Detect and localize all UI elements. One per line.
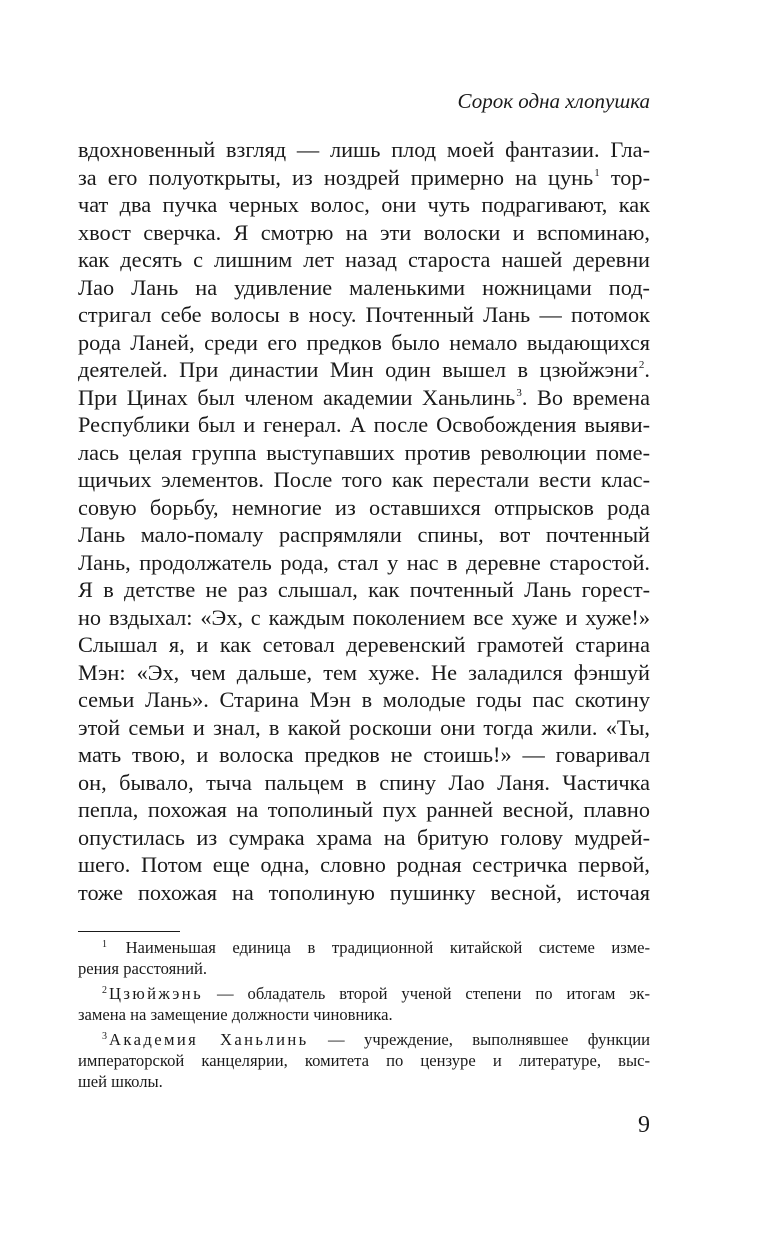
text-line: тоже похожая на тополиную пушинку весной, источая (78, 879, 650, 905)
text-line: При Цинах был членом академии Ханьлинь$^3$. Во времена (78, 384, 650, 410)
text-line: щичьих элементов. После того как перестали вести клас- (78, 467, 650, 492)
text-line: чат два пучка черных волос, они чуть подрагивают, как (78, 192, 650, 217)
text-line: Лао Лань на удивление маленькими ножницами под- (78, 274, 650, 300)
footnote-text: рения расстояний. (78, 959, 208, 978)
text-line: стригал себе волосы в носу. Почтенный Лань — потомок (78, 302, 650, 327)
text-line: этой семьи и знал, в какой роскоши они тогда жили. «Ты, (78, 714, 650, 740)
text-fragment: деятелей. При династии Мин один вышел в цзюйжэни (78, 357, 638, 382)
footnote-term: Цзюйжэнь (109, 984, 204, 1003)
text-line: Республики был и генерал. А после Освобождения выяви- (78, 412, 650, 437)
footnote-text: Наименьшая единица в традиционной китайской системе изме- (125, 938, 651, 957)
text-line (78, 356, 650, 384)
footnote-divider (78, 931, 180, 932)
text-line: вдохновенный взгляд — лишь плод моей фантазии. Гла- (78, 137, 650, 162)
footnote-2 (78, 983, 650, 1004)
text-line: совую борьбу, немногие из оставшихся отпрысков рода (78, 494, 650, 520)
body-text (78, 136, 650, 906)
text-line: мать твою, и волоска предков не стоишь!» — говаривал (78, 742, 650, 767)
text-line: хвост сверчка. Я смотрю на эти волоски и вспоминаю, (78, 219, 650, 245)
text-line: лась целая группа выступавших против революции поме- (78, 439, 650, 465)
footnotes (78, 937, 650, 1092)
footnote-3 (78, 1029, 650, 1050)
text-line: семьи Лань». Старина Мэн в молодые годы пас скотину (78, 687, 650, 712)
footnote-text: — учреждение, выполнявшее функции (328, 1030, 651, 1049)
text-line: как десять с лишним лет назад староста нашей деревни (78, 247, 650, 272)
footnote-number: 2 (102, 985, 107, 996)
footnote-text: шей школы. (78, 1072, 163, 1091)
footnote-ref-2[interactable]: 2 (638, 359, 645, 371)
text-fragment: . (644, 357, 650, 382)
footnote-number: 3 (102, 1031, 107, 1042)
text-fragment: за его полуоткрыты, из ноздрей примерно на цунь (78, 164, 594, 190)
footnote-text: императорской канцелярии, комитета по цензуре и литературе, выс- (78, 1051, 650, 1070)
page-number: 9 (638, 1112, 650, 1138)
text-line: Слышал я, и как сетовал деревенский грамотей старина (78, 632, 650, 657)
footnote-ref-3[interactable]: 3 (516, 386, 522, 399)
footnote-term: Академия Ханьлинь (109, 1030, 309, 1049)
footnote-text: — обладатель второй ученой степени по итогам эк- (217, 984, 650, 1003)
text-line: опустилась из сумрака храма на бритую голову мудрей- (78, 824, 650, 850)
running-head: Сорок одна хлопушка (457, 89, 650, 113)
text-line: рода Ланей, среди его предков было немало выдающихся (78, 329, 650, 355)
text-line: Я в детстве не раз слышал, как почтенный Лань горест- (78, 577, 650, 602)
text-line: Лань мало-помалу распрямляли спины, вот почтенный (78, 522, 650, 547)
footnote-number: 1 (102, 939, 107, 950)
text-line: Мэн: «Эх, чем дальше, тем хуже. Не заладился фэншуй (78, 659, 650, 685)
text-line: Лань, продолжатель рода, стал у нас в деревне старостой. (78, 549, 650, 575)
footnote-text: замена на замещение должности чиновника. (78, 1005, 393, 1024)
text-line: пепла, похожая на тополиный пух ранней весной, плавно (78, 797, 650, 822)
footnote-ref-1[interactable]: 1 (594, 166, 600, 179)
text-line: шего. Потом еще одна, словно родная сестричка первой, (78, 852, 650, 877)
text-line: но вздыхал: «Эх, с каждым поколением все хуже и хуже!» (78, 604, 650, 630)
text-line (78, 164, 650, 192)
text-fragment: Во времена (536, 384, 650, 410)
text-fragment: При Цинах был членом академии Ханьлинь (78, 384, 516, 410)
text-fragment: тор- (610, 164, 651, 190)
text-line: он, бывало, тыча пальцем в спину Лао Ланя. Частичка (78, 769, 650, 795)
footnote-1 (78, 937, 650, 958)
